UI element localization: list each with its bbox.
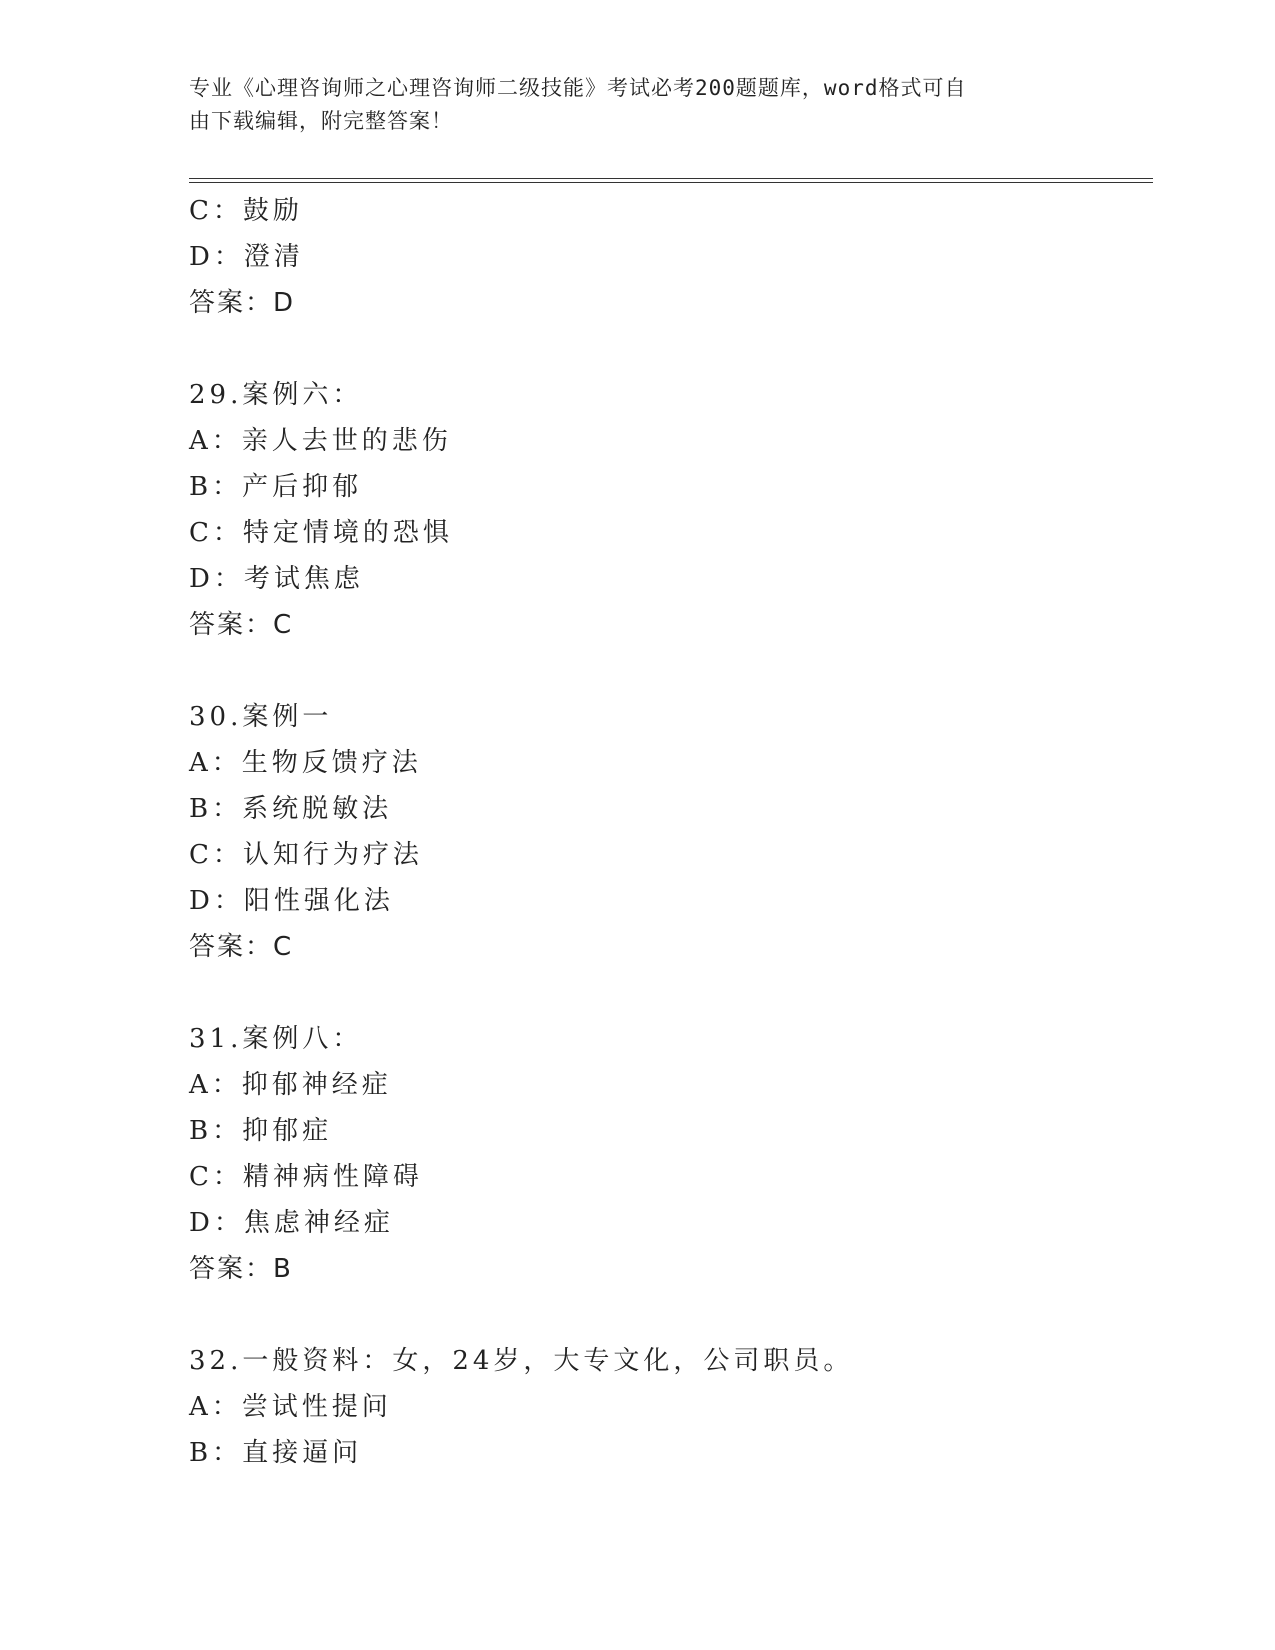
- option-c: C：鼓励: [189, 196, 303, 226]
- option-a: A：生物反馈疗法: [189, 748, 422, 778]
- block-spacer: [189, 1292, 1149, 1338]
- header-divider-top: [189, 178, 1153, 179]
- question-title: 32.一般资料：女，24岁，大专文化，公司职员。: [189, 1346, 854, 1376]
- question-block: [189, 188, 1149, 326]
- option-d: D：澄清: [189, 242, 304, 272]
- answer-line: 答案：D: [189, 288, 296, 318]
- option-d: D：焦虑神经症: [189, 1208, 394, 1238]
- block-spacer: [189, 970, 1149, 1016]
- option-c: C：精神病性障碍: [189, 1162, 423, 1192]
- question-title: 31.案例八：: [189, 1024, 363, 1054]
- option-d: D：考试焦虑: [189, 564, 364, 594]
- option-c: C：认知行为疗法: [189, 840, 423, 870]
- question-title: 29.案例六：: [189, 380, 363, 410]
- option-a: A：亲人去世的悲伤: [189, 426, 452, 456]
- option-a: A：抑郁神经症: [189, 1070, 392, 1100]
- option-d: D：阳性强化法: [189, 886, 394, 916]
- option-c: C：特定情境的恐惧: [189, 518, 453, 548]
- question-block: [189, 694, 1149, 970]
- option-b: B：直接逼问: [189, 1438, 363, 1468]
- question-block: [189, 372, 1149, 648]
- question-title: 30.案例一: [189, 702, 333, 732]
- option-b: B：抑郁症: [189, 1116, 333, 1146]
- option-a: A：尝试性提问: [189, 1392, 392, 1422]
- header-divider-bottom: [189, 182, 1153, 183]
- question-block: [189, 1338, 1149, 1476]
- header-line-1: 专业《心理咨询师之心理咨询师二级技能》考试必考200题题库，word格式可自: [189, 76, 967, 100]
- header-line-2: 由下载编辑，附完整答案！: [189, 109, 453, 133]
- question-block: [189, 1016, 1149, 1292]
- answer-line: 答案：C: [189, 932, 294, 962]
- option-b: B：产后抑郁: [189, 472, 363, 502]
- answer-line: 答案：B: [189, 1254, 293, 1284]
- document-header: [189, 72, 1089, 138]
- block-spacer: [189, 648, 1149, 694]
- question-list: [189, 188, 1149, 1476]
- option-b: B：系统脱敏法: [189, 794, 393, 824]
- answer-line: 答案：C: [189, 610, 294, 640]
- block-spacer: [189, 326, 1149, 372]
